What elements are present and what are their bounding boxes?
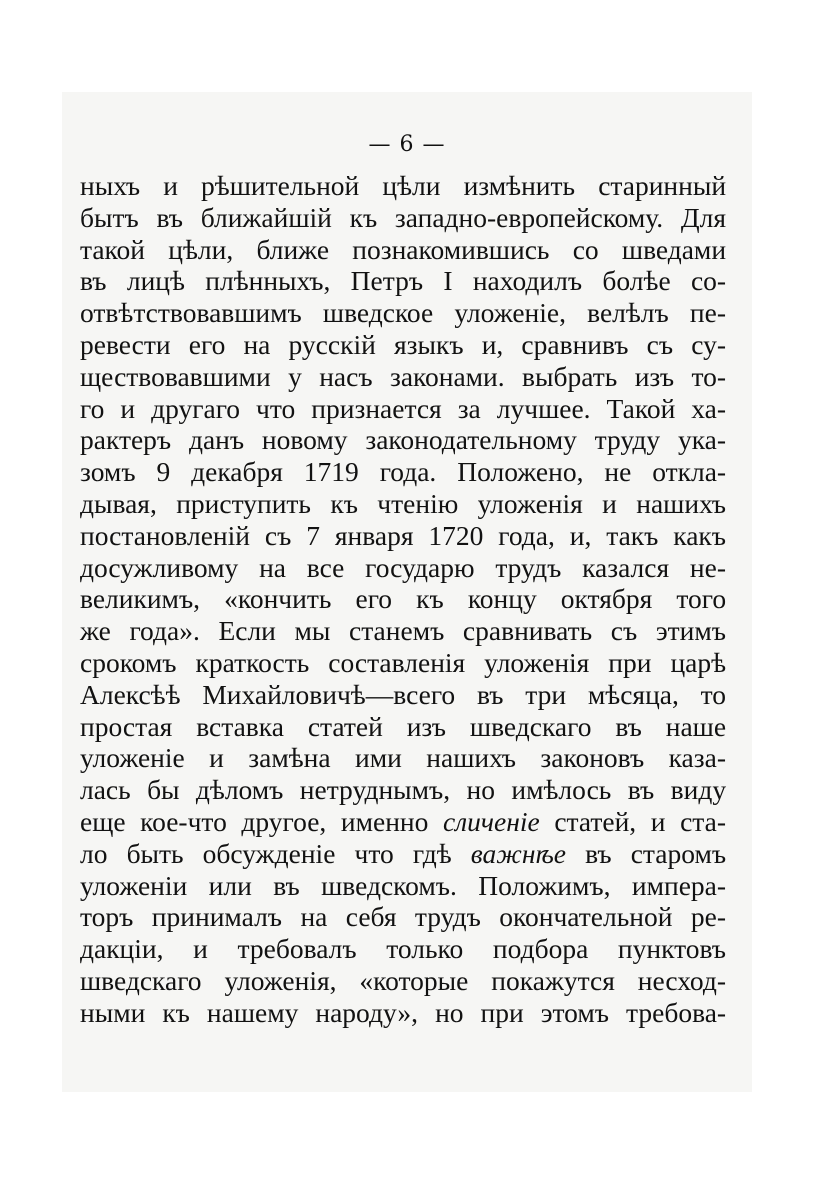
text-line (80, 711, 726, 743)
text-segment: 7 (306, 519, 320, 551)
text-segment: въ (615, 710, 642, 742)
text-segment: велѣлъ (587, 297, 669, 329)
text-segment: то (700, 678, 727, 710)
text-line (80, 552, 726, 584)
text-segment: января (334, 519, 414, 551)
text-segment: наше (665, 710, 727, 742)
text-segment: лась (80, 774, 131, 806)
text-segment: въ (80, 265, 107, 297)
text-segment: импера- (631, 869, 727, 901)
text-segment: и (120, 392, 136, 424)
text-segment: старинный (598, 170, 727, 201)
text-segment: «которые (359, 964, 469, 996)
text-segment: къ (330, 487, 358, 519)
text-segment: на (259, 551, 286, 583)
text-segment: ло (80, 837, 108, 869)
text-segment: сравнивъ (521, 328, 629, 360)
text-line (80, 774, 726, 806)
text-segment: рѣшительной (201, 170, 360, 201)
text-segment: ближайшій (200, 201, 332, 233)
text-segment: въ (627, 774, 655, 806)
text-segment: шведскомъ. (321, 869, 457, 901)
text-line (80, 806, 726, 838)
text-segment: себя (345, 901, 397, 933)
text-line (80, 838, 726, 870)
text-segment: го (80, 392, 105, 424)
text-segment: бы (147, 774, 180, 806)
text-segment: нашихъ (426, 742, 517, 774)
text-segment: при (480, 996, 524, 1028)
text-segment: цѣли, (168, 233, 234, 265)
text-segment: царѣ (670, 646, 727, 678)
text-segment: на (300, 901, 328, 933)
text-segment: краткость (195, 646, 310, 678)
text-segment: года, (498, 519, 555, 551)
text-segment: Такой (606, 392, 676, 424)
text-segment: три (525, 678, 567, 710)
page-number: — 6 — (368, 132, 446, 157)
text-segment: съ (264, 519, 292, 551)
text-segment: болѣе (602, 265, 671, 297)
text-segment: требова- (626, 996, 727, 1028)
text-segment: на (243, 328, 271, 360)
text-segment: покажутся (491, 964, 615, 996)
text-segment: народу», (315, 996, 419, 1028)
text-segment: постановленій (80, 519, 251, 551)
emphasis-text: важнѣе (470, 837, 567, 869)
text-segment: не (604, 456, 632, 488)
text-segment: же (80, 615, 111, 647)
text-segment: лучшее. (496, 392, 591, 424)
text-segment: статей (307, 710, 383, 742)
text-segment: Положимъ, (478, 869, 611, 901)
text-segment: ими (355, 742, 402, 774)
text-segment: срокомъ (80, 646, 177, 678)
text-segment: и (209, 742, 224, 774)
text-line (80, 202, 726, 234)
text-segment: со- (690, 265, 727, 297)
text-segment: изъ (634, 360, 675, 392)
text-segment: года». (129, 615, 200, 647)
text-segment: въ (585, 837, 612, 869)
text-segment: въ (156, 201, 183, 233)
text-segment: и, (569, 519, 592, 551)
text-segment: у (288, 360, 302, 392)
text-segment: данъ (188, 424, 245, 456)
text-segment: ными (80, 996, 146, 1028)
text-segment: такъ (606, 519, 659, 551)
body-text (80, 170, 726, 1029)
text-segment: уложеніе (80, 742, 185, 774)
text-segment: окончательной (499, 901, 673, 933)
text-segment: Положено, (457, 456, 584, 488)
text-segment: замѣна (248, 742, 331, 774)
text-segment: не- (689, 551, 726, 583)
text-segment: трудъ (414, 901, 481, 933)
text-segment: отвѣтствовавшимъ (80, 297, 302, 329)
text-segment: концу (467, 583, 537, 615)
text-segment: познакомившись (352, 233, 550, 265)
text-segment: откла- (652, 456, 727, 488)
text-segment: что (354, 837, 394, 869)
text-segment: со (572, 233, 599, 265)
text-line (80, 901, 726, 933)
text-segment: къ (416, 583, 444, 615)
text-segment: или (208, 869, 252, 901)
text-segment: этомъ (540, 996, 610, 1028)
text-segment: выбрать (522, 360, 618, 392)
text-segment: такой (80, 233, 145, 265)
text-segment: уложеніи (80, 869, 188, 901)
text-segment: другаго (151, 392, 241, 424)
text-segment: уложенія, (224, 964, 337, 996)
text-line (80, 329, 726, 361)
text-segment: измѣнить (463, 170, 576, 201)
text-segment: 1720 (428, 519, 484, 551)
text-segment: въ (476, 678, 504, 710)
text-segment: ществовавшими (80, 360, 271, 392)
text-segment: еще (80, 805, 126, 837)
text-segment: казался (582, 551, 670, 583)
text-segment: вставка (196, 710, 284, 742)
text-line (80, 520, 726, 552)
text-segment: цѣли (382, 170, 441, 201)
text-segment: русскій (288, 328, 376, 360)
text-segment: рактеръ (80, 424, 172, 456)
text-segment: обсужденіе (202, 837, 336, 869)
text-segment: Михайловичѣ—всего (202, 678, 456, 710)
text-segment: составленія (328, 646, 466, 678)
text-segment: и (163, 170, 178, 201)
text-segment: что (256, 392, 296, 424)
text-line (80, 265, 726, 297)
text-segment: Алексѣѣ (80, 678, 181, 710)
text-line (80, 615, 726, 647)
text-line (80, 647, 726, 679)
text-segment: чтенію (377, 487, 459, 519)
text-segment: западно-европейскому. (394, 201, 664, 233)
text-segment: какъ (673, 519, 727, 551)
text-line (80, 997, 726, 1029)
text-segment: при (608, 646, 652, 678)
text-segment: къ (349, 201, 378, 233)
text-segment: лицѣ (126, 265, 185, 297)
text-segment: Для (680, 201, 727, 233)
text-segment: приступить (176, 487, 311, 519)
text-line (80, 456, 726, 488)
text-segment: торъ (80, 901, 134, 933)
text-segment: находилъ (472, 265, 583, 297)
text-line (80, 870, 726, 902)
text-segment: великимъ, (80, 583, 201, 615)
text-line (80, 742, 726, 774)
text-segment: простая (80, 710, 173, 742)
text-segment: шведами (621, 233, 727, 265)
text-line (80, 965, 726, 997)
text-segment: ука- (677, 424, 727, 456)
text-segment: изъ (406, 710, 447, 742)
text-segment: мѣсяца, (587, 678, 679, 710)
text-segment: старомъ (630, 837, 727, 869)
text-segment: Петръ (350, 265, 424, 297)
text-segment: быть (126, 837, 184, 869)
text-segment: государю (365, 551, 475, 583)
text-segment: насъ (319, 360, 373, 392)
text-segment: законодательному (365, 424, 577, 456)
text-line (80, 679, 726, 711)
text-segment: ревести (80, 328, 171, 360)
text-segment: за (457, 392, 481, 424)
text-line (80, 170, 726, 202)
text-segment: трудъ (495, 551, 562, 583)
text-segment: и, (481, 328, 504, 360)
text-segment: этимъ (655, 615, 727, 647)
text-segment: въ (273, 869, 300, 901)
text-segment: и (602, 487, 617, 519)
text-segment: ста- (680, 805, 726, 837)
text-segment: его (355, 583, 393, 615)
text-segment: 1719 (303, 456, 359, 488)
text-segment: шведскаго (80, 964, 202, 996)
text-segment: то- (691, 360, 727, 392)
text-segment: плѣнныхъ, (205, 265, 331, 297)
text-segment: станемъ (349, 615, 445, 647)
text-segment: уложенія (477, 487, 583, 519)
text-segment: къ (162, 996, 190, 1028)
text-segment: съ (610, 615, 638, 647)
page (62, 92, 752, 1092)
text-segment: «кончить (224, 583, 332, 615)
text-segment: и (650, 805, 666, 837)
text-segment: дѣломъ (195, 774, 284, 806)
text-segment: I (443, 265, 453, 297)
text-segment: досужливому (80, 551, 239, 583)
text-segment: только (386, 933, 464, 965)
text-segment: труду (594, 424, 661, 456)
text-segment: и (193, 933, 208, 965)
text-segment: Если (218, 615, 276, 647)
text-segment: нашихъ (636, 487, 726, 519)
text-line (80, 393, 726, 425)
text-line (80, 361, 726, 393)
text-line (80, 297, 726, 329)
text-segment: дывая, (80, 487, 157, 519)
text-segment: но (435, 996, 464, 1028)
text-segment: признается (311, 392, 442, 424)
text-line (80, 424, 726, 456)
text-segment: законовъ (540, 742, 645, 774)
text-segment: нетруднымъ, (299, 774, 451, 806)
text-segment: кое-что (140, 805, 227, 837)
text-segment: того (676, 583, 727, 615)
text-segment: октября (560, 583, 653, 615)
text-segment: 9 (156, 456, 171, 488)
text-segment: мы (294, 615, 331, 647)
text-segment: подбора (492, 933, 589, 965)
text-segment: новому (261, 424, 348, 456)
text-segment: ре- (690, 901, 726, 933)
text-segment: дакціи, (80, 933, 164, 965)
text-segment: бытъ (80, 201, 139, 233)
text-segment: ныхъ (80, 170, 141, 201)
text-line (80, 933, 726, 965)
text-segment: каза- (668, 742, 726, 774)
emphasis-text: сличеніе (442, 805, 540, 837)
text-segment: пе- (689, 297, 726, 329)
text-segment: съ (646, 328, 674, 360)
text-segment: несход- (637, 964, 727, 996)
text-segment: законами. (389, 360, 505, 392)
text-segment: все (306, 551, 345, 583)
text-line (80, 234, 726, 266)
text-segment: но (466, 774, 495, 806)
text-line (80, 583, 726, 615)
text-segment: гдѣ (412, 837, 452, 869)
text-segment: шведскаго (469, 710, 592, 742)
text-segment: нашему (206, 996, 299, 1028)
text-segment: пунктовъ (617, 933, 727, 965)
text-segment: су- (691, 328, 727, 360)
text-segment: уложенія (484, 646, 590, 678)
text-segment: статей, (554, 805, 637, 837)
text-segment: требовалъ (237, 933, 357, 965)
text-segment: декабря (191, 456, 283, 488)
text-segment: именно (340, 805, 429, 837)
text-segment: ха- (691, 392, 727, 424)
text-segment: ближе (256, 233, 330, 265)
text-line (80, 488, 726, 520)
text-segment: сравнивать (462, 615, 593, 647)
text-segment: года. (379, 456, 437, 488)
text-segment: принималъ (151, 901, 283, 933)
text-segment: языкъ (393, 328, 464, 360)
text-segment: другое, (241, 805, 327, 837)
text-segment: виду (670, 774, 727, 806)
text-segment: шведское (322, 297, 434, 329)
text-segment: имѣлось (511, 774, 612, 806)
text-segment: его (188, 328, 226, 360)
text-segment: уложеніе, (454, 297, 566, 329)
text-segment: зомъ (80, 456, 136, 488)
